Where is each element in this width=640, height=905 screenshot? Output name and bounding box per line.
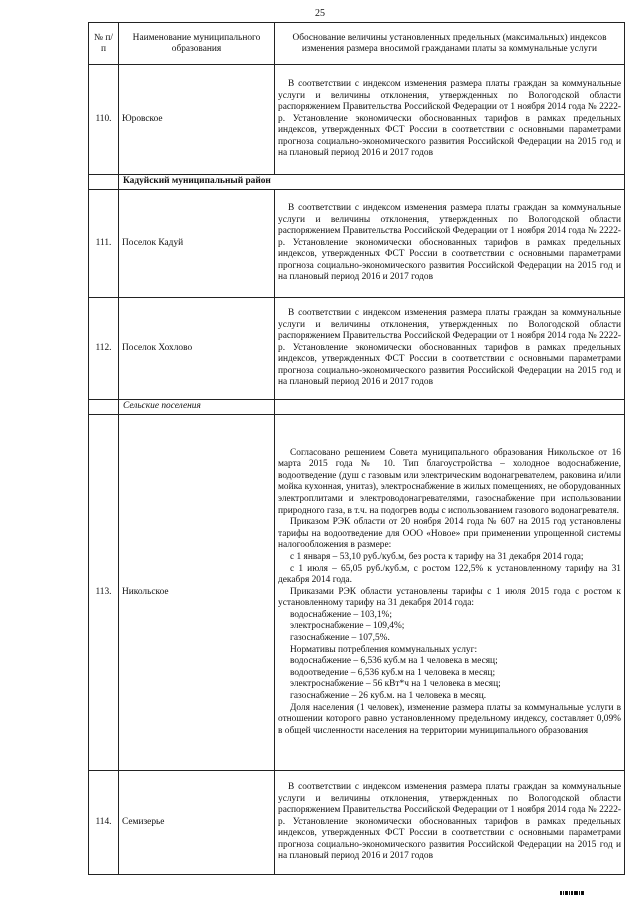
norm-item: электроснабжение – 56 кВт*ч на 1 человека в месяц;	[290, 679, 501, 690]
table-row	[89, 415, 625, 771]
section-spacer	[89, 400, 119, 415]
section-row	[89, 400, 625, 415]
paragraph: с 1 января – 53,10 руб./куб.м, без роста к тарифу на 31 декабря 2014 года;	[290, 551, 584, 562]
table-header-row	[89, 23, 625, 65]
growth-item: электроснабжение – 109,4%;	[290, 621, 405, 632]
norms-title: Нормативы потребления коммунальных услуг:	[290, 644, 478, 655]
municipality-name: Юровское	[119, 65, 275, 175]
table-row	[89, 771, 625, 875]
growth-item: водоснабжение – 103,1%;	[290, 609, 392, 620]
tariff-table	[88, 22, 625, 875]
municipality-name: Семизерье	[119, 771, 275, 875]
section-title: Кадуйский муниципальный район	[119, 175, 625, 190]
section-title: Сельские поселения	[119, 400, 275, 415]
basis-text: В соответствии с индексом изменения размера платы граждан за коммунальные услуги и величины отклонения, утвержденных по Вологодской области распоряжением Правительства Российской Федерации от 1 ноября 2014 года № 2222-р. Установление экономически обоснованных тарифов в рамках предельных индексов, утвержденных ФСТ России в соответствии с основными параметрами прогноза социально-экономического развития Российской Федерации на 2015 год и на плановый период 2016 и 2017 годов	[275, 298, 625, 400]
growth-item: газоснабжение – 107,5%.	[290, 633, 390, 644]
paragraph: Доля населения (1 человек), изменение размера платы за коммунальные услуги в отношении которого равно установленному предельному индексу, составляет 0,09% в общей численности населения на территории муниципального образования	[278, 702, 621, 736]
paragraph: с 1 июля – 65,05 руб./куб.м, с ростом 122,5% к установленному тарифу на 31 декабря 2014 года.	[278, 563, 621, 586]
section-row	[89, 175, 625, 190]
paragraph: Приказами РЭК области установлены тарифы с 1 июля 2015 года с ростом к установленному тарифу на 31 декабря 2014 года:	[278, 586, 621, 609]
basis-text: В соответствии с индексом изменения размера платы граждан за коммунальные услуги и величины отклонения, утвержденных по Вологодской области распоряжением Правительства Российской Федерации от 1 ноября 2014 года № 2222-р. Установление экономически обоснованных тарифов в рамках предельных индексов, утвержденных ФСТ России в соответствии с основными параметрами прогноза социально-экономического развития Российской Федерации на 2015 год и на плановый период 2016 и 2017 годов	[275, 190, 625, 298]
table-row	[89, 65, 625, 175]
row-number: 112.	[89, 298, 119, 400]
municipality-name: Никольское	[119, 415, 275, 771]
municipality-name: Поселок Кадуй	[119, 190, 275, 298]
section-spacer	[275, 400, 625, 415]
municipality-name: Поселок Хохлово	[119, 298, 275, 400]
basis-text: В соответствии с индексом изменения размера платы граждан за коммунальные услуги и величины отклонения, утвержденных по Вологодской области распоряжением Правительства Российской Федерации от 1 ноября 2014 года № 2222-р. Установление экономически обоснованных тарифов в рамках предельных индексов, утвержденных ФСТ России в соответствии с основными параметрами прогноза социально-экономического развития Российской Федерации на 2015 год и на плановый период 2016 и 2017 годов	[275, 65, 625, 175]
barcode-mark	[560, 891, 584, 895]
table-row	[89, 190, 625, 298]
basis-text: В соответствии с индексом изменения размера платы граждан за коммунальные услуги и величины отклонения, утвержденных по Вологодской области распоряжением Правительства Российской Федерации от 1 ноября 2014 года № 2222-р. Установление экономически обоснованных тарифов в рамках предельных индексов, утвержденных ФСТ России в соответствии с основными параметрами прогноза социально-экономического развития Российской Федерации на 2015 год и на плановый период 2016 и 2017 годов	[275, 771, 625, 875]
norm-item: водоснабжение – 6,536 куб.м на 1 человека в месяц;	[290, 656, 498, 667]
nikolskoe-basis	[275, 415, 625, 771]
header-num: № п/п	[89, 23, 119, 65]
row-number: 110.	[89, 65, 119, 175]
header-basis: Обоснование величины установленных предельных (максимальных) индексов изменения размера вносимой гражданами платы за коммунальные услуги	[275, 23, 625, 65]
norm-item: водоотведение – 6,536 куб.м на 1 человека в месяц;	[290, 667, 496, 678]
paragraph: Приказом РЭК области от 20 ноября 2014 года № 607 на 2015 год установлены тарифы на водоотведение для ООО «Новое» при применении упрощенной системы налогообложения в размере:	[278, 517, 621, 551]
header-name: Наименование муниципального образования	[119, 23, 275, 65]
table-row	[89, 298, 625, 400]
row-number: 113.	[89, 415, 119, 771]
page-number: 25	[315, 8, 325, 19]
row-number: 111.	[89, 190, 119, 298]
row-number: 114.	[89, 771, 119, 875]
section-spacer	[89, 175, 119, 190]
paragraph: Согласовано решением Совета муниципального образования Никольское от 16 марта 2015 года № 10. Тип благоустройства – холодное водоснабжение, водоотведение (душ с газовым или электрическим водонагревателем, раковина и/или мойка кухонная, унитаз), электроснабжение в жилых помещениях, не оборудованных электроплитами и электроводонагревателями, газоснабжение при использовании природного газа, в т.ч. на подогрев воды с использованием газового водонагревателя.	[278, 447, 621, 516]
norm-item: газоснабжение – 26 куб.м. на 1 человека в месяц.	[290, 691, 487, 702]
